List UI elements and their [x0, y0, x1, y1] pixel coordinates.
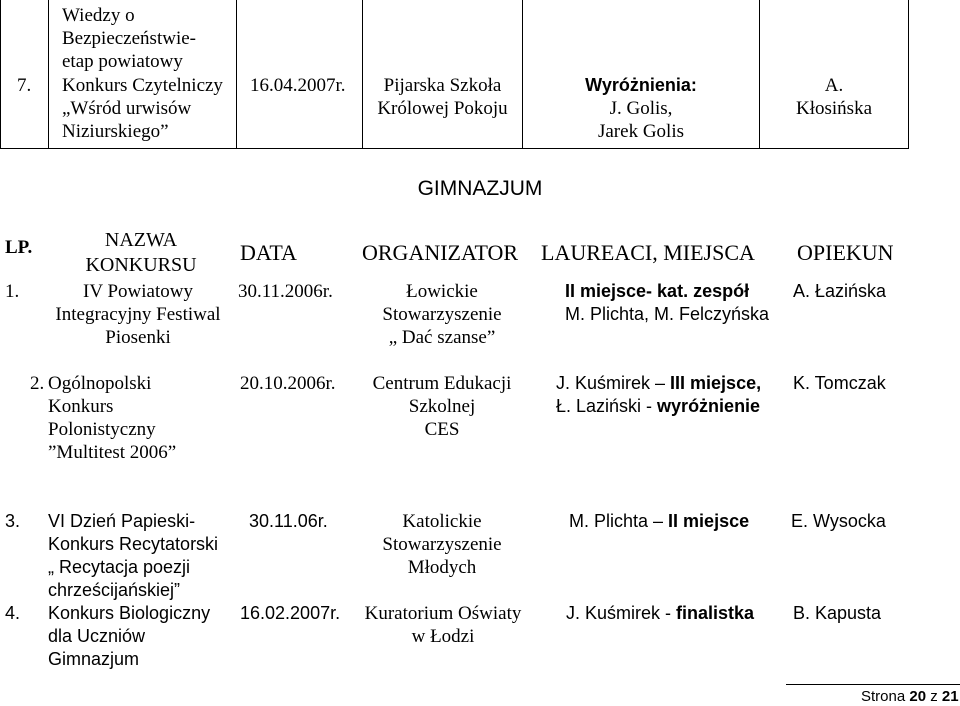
- row-supervisor: E. Wysocka: [791, 511, 886, 531]
- row-date: 30.11.2006r.: [238, 281, 333, 302]
- row-name: IV Powiatowy Integracyjny Festiwal Piosenki: [55, 281, 221, 348]
- row-organizer: Łowickie Stowarzyszenie „ Dać szanse”: [382, 281, 502, 348]
- row-lp: 1.: [5, 281, 20, 302]
- row-organizer: Katolickie Stowarzyszenie Młodych: [382, 511, 502, 578]
- row-name: Ogólnopolski Konkurs Polonistyczny ”Multitest 2006”: [48, 373, 177, 463]
- row-lp: 2.: [30, 373, 45, 394]
- row-laureates: II miejsce- kat. zespół M. Plichta, M. Felczyńska: [565, 281, 770, 324]
- row-supervisor: B. Kapusta: [793, 603, 882, 623]
- row7-supervisor: A. Kłosińska: [796, 75, 872, 119]
- header-name: NAZWA KONKURSU: [85, 229, 197, 276]
- row-date: 16.02.2007r.: [240, 603, 341, 623]
- row-date: 20.10.2006r.: [240, 373, 336, 394]
- row-organizer: Centrum Edukacji Szkolnej CES: [372, 373, 512, 440]
- row-supervisor: K. Tomczak: [793, 373, 886, 393]
- page-number: Strona 20 z 21: [861, 688, 959, 705]
- row7-date: 16.04.2007r.: [250, 75, 346, 96]
- header-lp: LP.: [5, 237, 33, 258]
- prev-row-name: Wiedzy o Bezpieczeństwie- etap powiatowy: [62, 5, 196, 72]
- section-title: GIMNAZJUM: [417, 177, 543, 200]
- header-organizer: ORGANIZATOR: [362, 240, 519, 265]
- row-name: VI Dzień Papieski- Konkurs Recytatorski „ Recytacja poezji chrześcijańskiej”: [48, 511, 219, 600]
- row-lp: 3.: [5, 511, 21, 531]
- row-laureates: M. Plichta – II miejsce: [569, 511, 750, 531]
- row7-lp: 7.: [17, 75, 32, 96]
- header-laureates: LAUREACI, MIEJSCA: [541, 240, 755, 265]
- row-lp: 4.: [5, 603, 21, 623]
- row7-laureates: Wyróżnienia: J. Golis, Jarek Golis: [585, 75, 697, 142]
- row7-organizer: Pijarska Szkoła Królowej Pokoju: [377, 75, 508, 119]
- row-date: 30.11.06r.: [249, 511, 328, 531]
- header-date: DATA: [240, 240, 297, 265]
- row-supervisor: A. Łazińska: [793, 281, 887, 301]
- row7-name: Konkurs Czytelniczy „Wśród urwisów Niziurskiego”: [62, 75, 223, 142]
- header-supervisor: OPIEKUN: [797, 240, 894, 265]
- row-laureates: J. Kuśmirek - finalistka: [566, 603, 755, 623]
- row-organizer: Kuratorium Oświaty w Łodzi: [364, 603, 522, 647]
- footer-rule: [786, 684, 960, 685]
- row-laureates: J. Kuśmirek – III miejsce, Ł. Laziński - wyróżnienie: [556, 373, 762, 416]
- row-name: Konkurs Biologiczny dla Uczniów Gimnazjum: [48, 603, 211, 669]
